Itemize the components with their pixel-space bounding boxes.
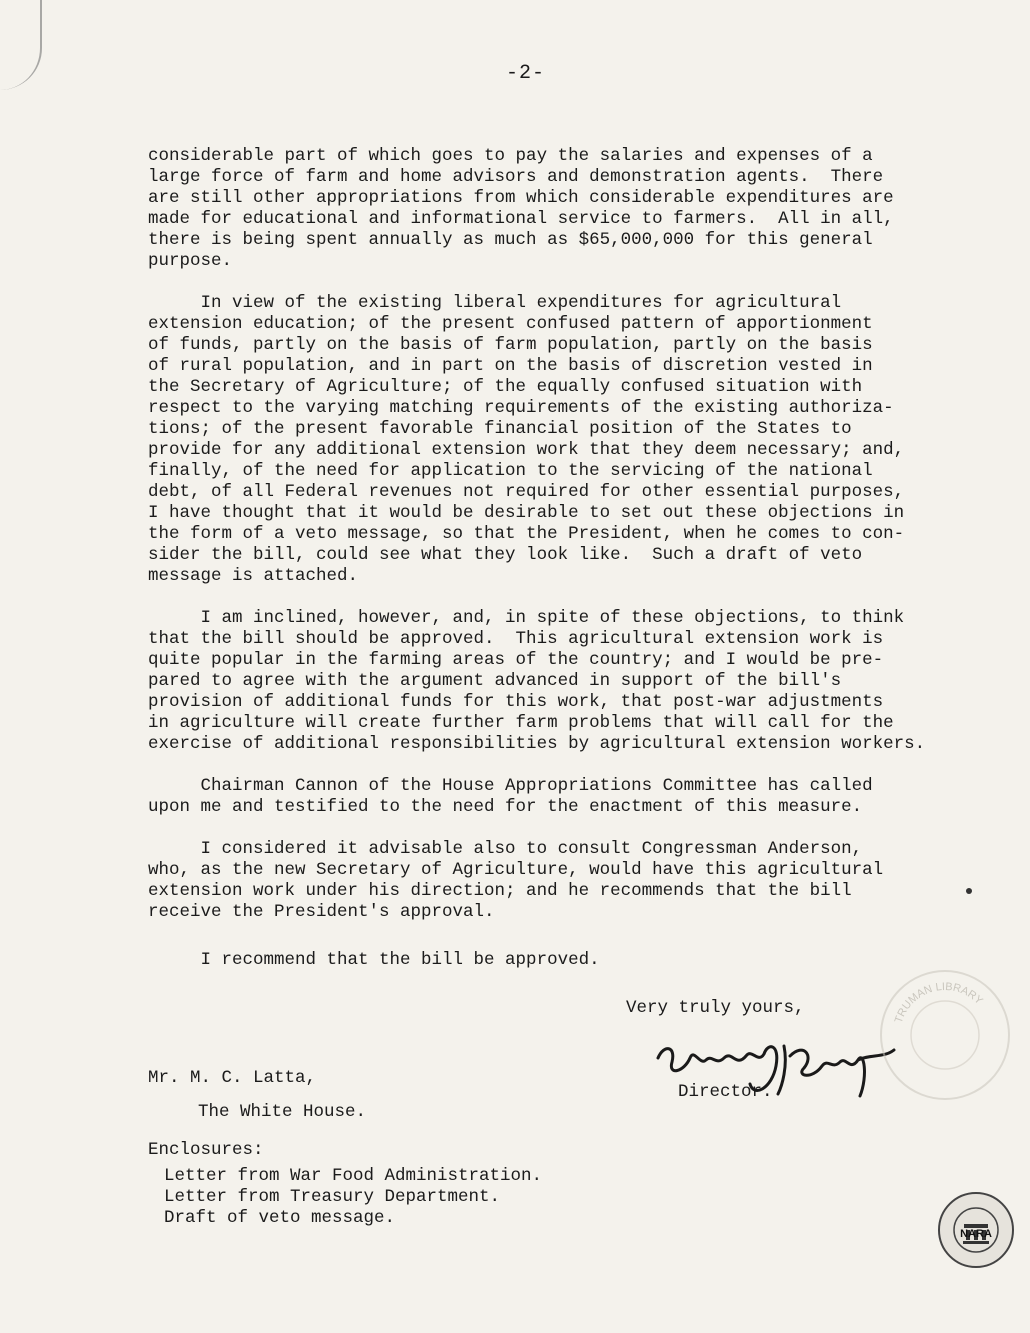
enclosure-item: Letter from War Food Administration. xyxy=(164,1166,543,1186)
page-edge-mark xyxy=(0,0,42,90)
text-line: respect to the varying matching requirements of the existing authoriza- xyxy=(148,398,894,418)
page-number: -2- xyxy=(506,62,546,85)
text-line: upon me and testified to the need for the enactment of this measure. xyxy=(148,797,863,817)
text-line: made for educational and informational service to farmers. All in all, xyxy=(148,209,894,229)
closing: Very truly yours, xyxy=(626,998,805,1018)
enclosure-item: Draft of veto message. xyxy=(164,1208,396,1228)
text-line: of funds, partly on the basis of farm population, partly on the basis xyxy=(148,335,873,355)
text-line: of rural population, and in part on the basis of discretion vested in xyxy=(148,356,873,376)
text-line: who, as the new Secretary of Agriculture, would have this agricultural xyxy=(148,860,884,880)
text-line: tions; of the present favorable financial position of the States to xyxy=(148,419,852,439)
addressee-name: Mr. M. C. Latta, xyxy=(148,1068,317,1088)
text-line: extension work under his direction; and he recommends that the bill xyxy=(148,881,852,901)
text-line: there is being spent annually as much as $65,000,000 for this general xyxy=(148,230,873,250)
text-line: I considered it advisable also to consult Congressman Anderson, xyxy=(148,839,863,859)
stamp-nara-text: NARA xyxy=(960,1228,992,1240)
text-line: receive the President's approval. xyxy=(148,902,495,922)
text-line: I have thought that it would be desirable to set out these objections in xyxy=(148,503,905,523)
text-line: message is attached. xyxy=(148,566,359,586)
text-line: are still other appropriations from which considerable expenditures are xyxy=(148,188,894,208)
text-line: pared to agree with the argument advanced in support of the bill's xyxy=(148,671,842,691)
signature-title: Director. xyxy=(678,1082,773,1102)
text-line: finally, of the need for application to the servicing of the national xyxy=(148,461,873,481)
addressee-location: The White House. xyxy=(198,1102,367,1122)
text-line: the Secretary of Agriculture; of the equally confused situation with xyxy=(148,377,863,397)
text-line: I am inclined, however, and, in spite of these objections, to think xyxy=(148,608,905,628)
text-line: that the bill should be approved. This agricultural extension work is xyxy=(148,629,884,649)
text-line: purpose. xyxy=(148,251,233,271)
text-line: considerable part of which goes to pay the salaries and expenses of a xyxy=(148,146,873,166)
text-line: in agriculture will create further farm problems that will call for the xyxy=(148,713,894,733)
text-line: debt, of all Federal revenues not required for other essential purposes, xyxy=(148,482,905,502)
library-stamp-icon xyxy=(880,970,1010,1100)
text-line: quite popular in the farming areas of the country; and I would be pre- xyxy=(148,650,884,670)
text-line: Chairman Cannon of the House Appropriations Committee has called xyxy=(148,776,873,796)
ink-dot xyxy=(966,888,972,894)
stamp-truman-text: TRUMAN LIBRARY xyxy=(892,980,985,1025)
text-line: I recommend that the bill be approved. xyxy=(148,950,600,970)
text-line: the form of a veto message, so that the President, when he comes to con- xyxy=(148,524,905,544)
nara-stamp-icon xyxy=(936,1190,1016,1270)
text-line: large force of farm and home advisors and demonstration agents. There xyxy=(148,167,884,187)
text-line: provision of additional funds for this work, that post-war adjustments xyxy=(148,692,884,712)
text-line: exercise of additional responsibilities by agricultural extension workers. xyxy=(148,734,926,754)
text-line: extension education; of the present confused pattern of apportionment xyxy=(148,314,873,334)
text-line: provide for any additional extension work that they deem necessary; and, xyxy=(148,440,905,460)
text-line: In view of the existing liberal expenditures for agricultural xyxy=(148,293,842,313)
svg-text:TRUMAN LIBRARY xyxy=(893,981,986,1025)
enclosure-item: Letter from Treasury Department. xyxy=(164,1187,501,1207)
text-line: sider the bill, could see what they look like. Such a draft of veto xyxy=(148,545,863,565)
enclosures-label: Enclosures: xyxy=(148,1140,264,1160)
